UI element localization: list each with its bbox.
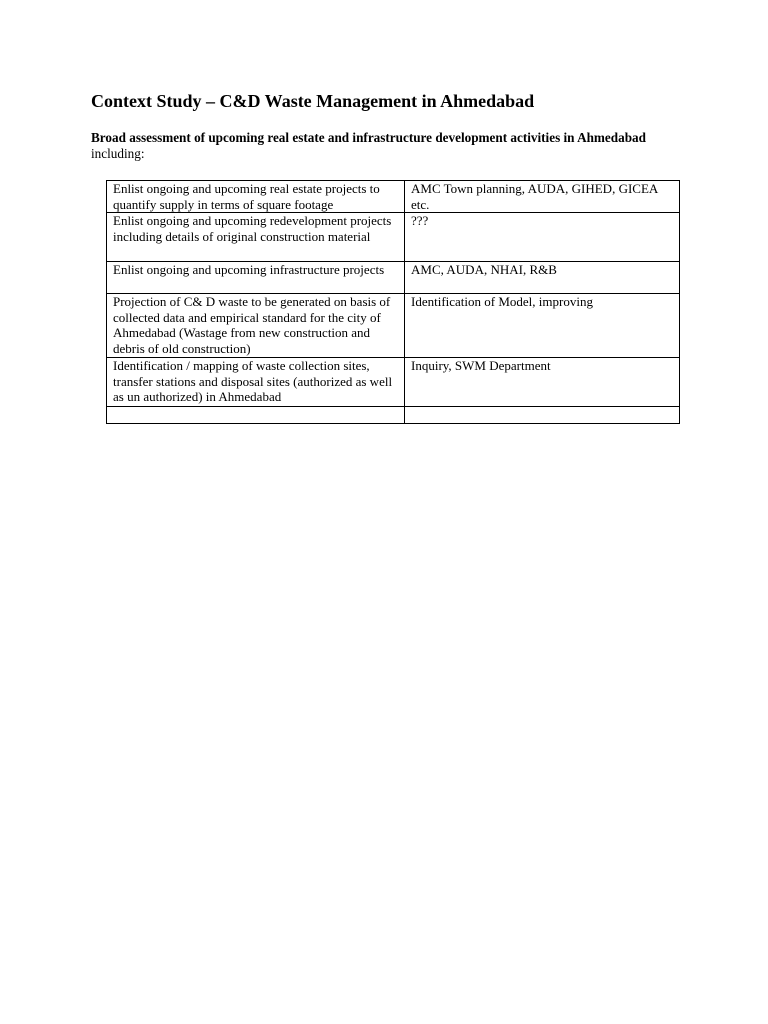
intro-paragraph [91, 130, 691, 162]
task-cell: Enlist ongoing and upcoming redevelopment projects including details of original construction material [107, 213, 405, 262]
source-cell: AMC, AUDA, NHAI, R&B [405, 262, 680, 294]
intro-continuation-text: including: [91, 146, 145, 161]
table-row [107, 262, 680, 294]
source-cell: Identification of Model, improving [405, 294, 680, 358]
table-row [107, 213, 680, 262]
task-cell [107, 407, 405, 424]
table-row [107, 181, 680, 213]
source-cell: Inquiry, SWM Department [405, 358, 680, 407]
task-cell: Identification / mapping of waste collection sites, transfer stations and disposal sites (authorized as well as un authorized) in Ahmedabad [107, 358, 405, 407]
assessment-table [106, 180, 680, 424]
document-title: Context Study – C&D Waste Management in Ahmedabad [91, 91, 535, 111]
intro-bold-text: Broad assessment of upcoming real estate and infrastructure development activities in Ahmedabad [91, 130, 646, 145]
source-cell: ??? [405, 213, 680, 262]
table-row [107, 358, 680, 407]
task-cell: Enlist ongoing and upcoming real estate projects to quantify supply in terms of square footage [107, 181, 405, 213]
task-cell: Enlist ongoing and upcoming infrastructure projects [107, 262, 405, 294]
table-row [107, 294, 680, 358]
table-row-empty [107, 407, 680, 424]
task-cell: Projection of C& D waste to be generated on basis of collected data and empirical standard for the city of Ahmedabad (Wastage from new construction and debris of old construction) [107, 294, 405, 358]
source-cell [405, 407, 680, 424]
source-cell: AMC Town planning, AUDA, GIHED, GICEA etc. [405, 181, 680, 213]
